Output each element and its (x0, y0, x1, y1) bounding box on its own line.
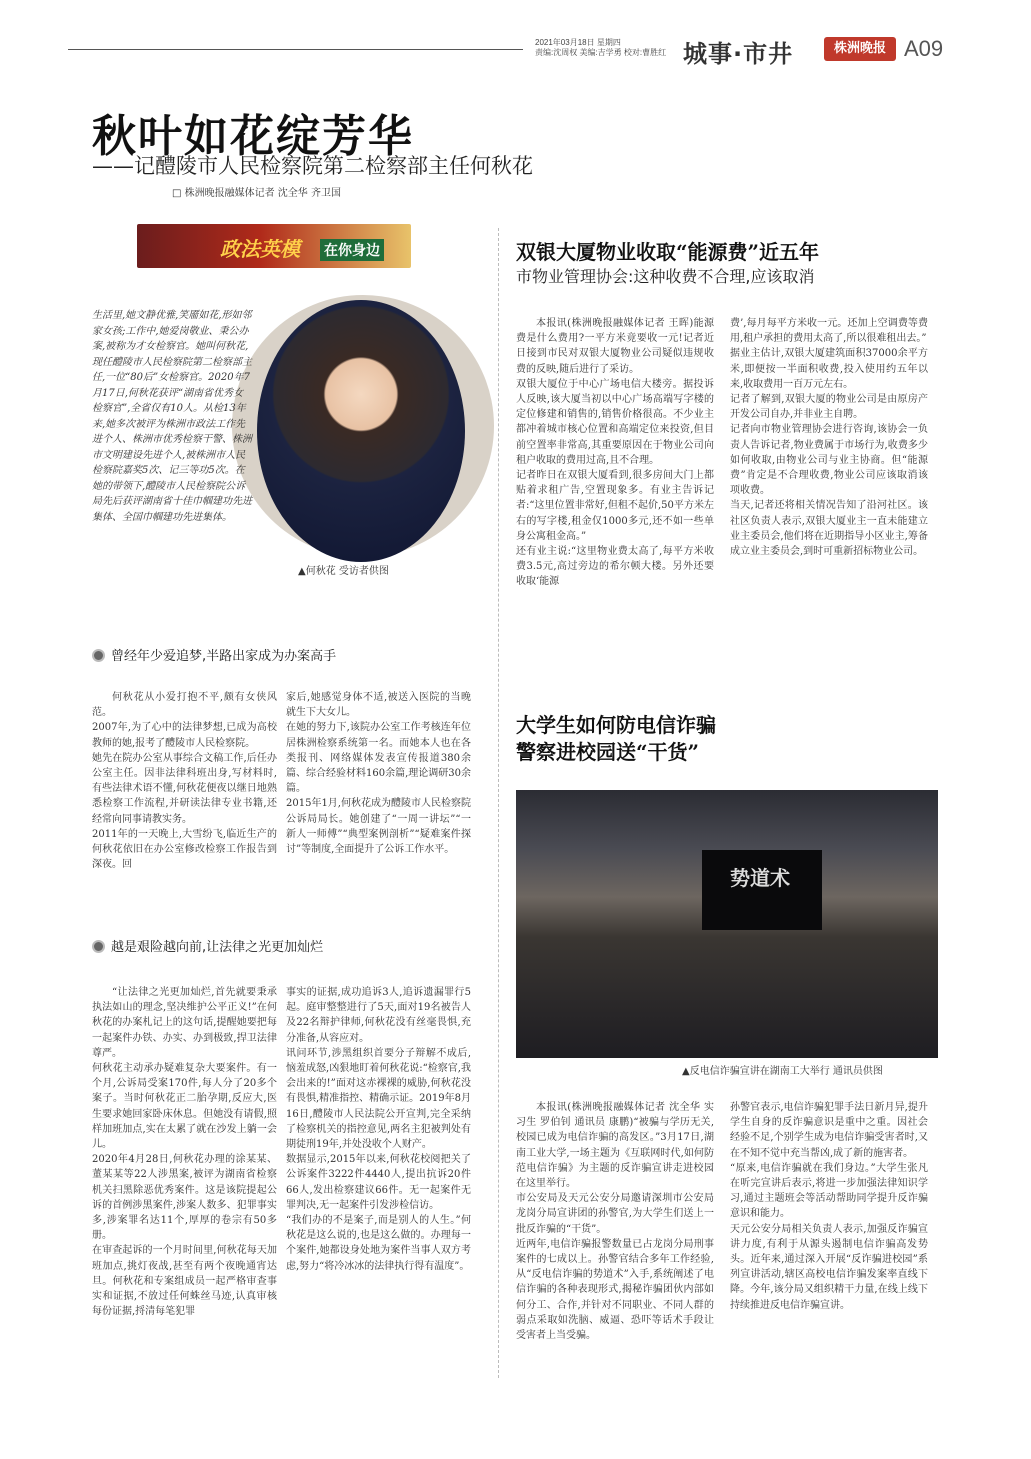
section2-heading (92, 936, 323, 955)
lecture-photo (516, 790, 938, 1058)
section1-right-text: 家后,她感觉身体不适,被送入医院的当晚就生下大女儿。 在她的努力下,该院办公室工作考核连年位居株洲检察系统第一名。而她本人也在各类报刊、网络媒体发表宣传报道380余篇、综合经验材料160余篇,理论调研30余篇。 2015年1月,何秋花成为醴陵市人民检察院公诉局局长。她创建了“一周一讲坛”“一新人一师傅”“典型案例剖析”“疑难案件探讨”等制度,全面提升了公诉工作水平。 (286, 692, 471, 856)
header-rule (68, 49, 523, 50)
article2-left-text: 本报讯(株洲晚报融媒体记者 王晖)能源费是什么费用?一平方米竟要收一元!记者近日接到市民对双银大厦物业公司疑似违规收费的反映,随后进行了采访。 双银大厦位于中心广场电信大楼旁。据投诉人反映,该大厦当初以中心广场高端写字楼的定位修建和销售的,销售价格很高。不少业主都冲着城市核心位置和高端定位来投资,但目前空置率非常高,其重要原因在于物业公司向租户收取的费用过高,且不合理。 记者昨日在双银大厦看到,很多房间大门上都贴着求租广告,空置现象多。有业主告诉记者:“这里位置非常好,但租不起价,50平方米左右的写字楼,租金仅1000多元,还不如一些单身公寓租金高。” 还有业主说:“这里物业费太高了,每平方米收费3.5元,高过旁边的希尔顿大楼。另外还要收取‘能源 (516, 318, 714, 588)
article2-subtitle: 市物业管理协会:这种收费不合理,应该取消 (516, 267, 815, 286)
screen-text: 势道术 (730, 866, 790, 890)
section1-left-text: 何秋花从小爱打抱不平,颇有女侠风范。 2007年,为了心中的法律梦想,已成为高校教师的她,报考了醴陵市人民检察院。 她先在院办公室从事综合文稿工作,后任办公室主任。因非法律科班出身,写材料时,有些法律术语不懂,何秋花便夜以继日地熟悉检察工作流程,并研读法律专业书籍,还经常向同事请教实务。 2011年的一天晚上,大雪纷飞,临近生产的何秋花依旧在办公室修改检察工作报告到深夜。回 (92, 692, 277, 871)
article3-left-text: 本报讯(株洲晚报融媒体记者 沈全华 实习生 罗伯钊 通讯员 康鹏)“被骗与学历无关,校园已成为电信诈骗的高发区。”3月17日,湖南工业大学,一场主题为《互联网时代,如何防范电信诈骗》为主题的反诈骗宣讲走进校园在这里举行。 市公安局及天元公安分局邀请深圳市公安局龙岗分局宣讲团的孙警官,为大学生们送上一批反诈骗的“干货”。 近两年,电信诈骗报警数量已占龙岗分局刑事案件的七成以上。孙警官结合多年工作经验,从“反电信诈骗的势道术”入手,系统阐述了电信诈骗的各种表现形式,揭秘诈骗团伙内部如何分工、合作,并针对不同职业、不同人群的弱点采取如洗脑、威逼、恐吓等话术手段让受害者上当受骗。 (516, 1102, 714, 1342)
bullet-icon (92, 649, 105, 662)
lecture-photo-caption: ▲反电信诈骗宣讲在湖南工大举行 通讯员供图 (682, 1066, 883, 1077)
section2-left-column (92, 985, 277, 1319)
issue-date: 2021年03月18日 星期四 (535, 38, 621, 47)
portrait-photo (257, 300, 465, 562)
section1-left-column (92, 690, 277, 872)
section2-right-column (286, 985, 471, 1274)
editors: 责编:沈周权 美编:吉学勇 校对:曹胜红 (535, 48, 667, 57)
article1-subtitle: ——记醴陵市人民检察院第二检察部主任何秋花 (92, 154, 533, 178)
article3-left-column (516, 1100, 714, 1343)
article2-right-text: 费’,每月每平方米收一元。还加上空调费等费用,租户承担的费用太高了,所以很难租出去。” 据业主估计,双银大厦建筑面积37000余平方米,即便按一半面积收费,投入使用约五年以来,收取费用一百万元左右。 记者了解到,双银大厦的物业公司是由原房产开发公司自办,并非业主自聘。 记者向市物业管理协会进行咨询,该协会一负责人告诉记者,物业费属于市场行为,收费多少如何收取,由物业公司与业主协商。但“能源费”肯定是不合理收费,物业公司应该取消该项收费。 当天,记者还将相关情况告知了沿河社区。该社区负责人表示,双银大厦业主一直未能建立业主委员会,他们将在近期指导小区业主,筹备成立业主委员会,到时可重新招标物业公司。 (730, 318, 928, 558)
section1-right-column (286, 690, 471, 857)
bullet-icon (92, 940, 105, 953)
section2-left-text: “让法律之光更加灿烂,首先就要秉承执法如山的理念,坚决维护公平正义!”在何秋花的办案札记上的这句话,提醒她要把每一起案件办铁、办实、办到极致,捍卫法律尊严。 何秋花主动承办疑难复杂大要案件。有一个月,公诉局受案170件,每人分了20多个案子。当时何秋花正二胎孕期,反应大,医生要求她回家卧床休息。但她没有请假,照样加班加点,实在太累了就在沙发上躺一会儿。 2020年4月28日,何秋花办理的涂某某、董某某等22人涉黑案,被评为湖南省检察机关扫黑除恶优秀案件。这是该院提起公诉的首例涉黑案件,涉案人数多、犯罪事实多,涉案罪名达11个,厚厚的卷宗有50多册。 在审查起诉的一个月时间里,何秋花每天加班加点,挑灯夜战,甚至有两个夜晚通宵达旦。何秋花和专案组成员一起严格审查事实和证据,不放过任何蛛丝马迹,认真审核每份证据,捋清每笔犯罪 (92, 987, 277, 1318)
banner-text: 政法英模 (220, 237, 300, 261)
section2-right-text: 事实的证据,成功追诉3人,追诉遗漏罪行5起。庭审整整进行了5天,面对19名被告人及22名辩护律师,何秋花没有丝毫畏惧,充分准备,从容应对。 讯问环节,涉黑组织首要分子辩解不成后,恼羞成怒,凶狠地盯着何秋花说:“检察官,我会出来的!”面对这赤裸裸的威胁,何秋花没有畏惧,精准指控、精确示证。2019年8月16日,醴陵市人民法院公开宣判,完全采纳了检察机关的指控意见,两名主犯被判处有期徒刑19年,并处没收个人财产。 数据显示,2015年以来,何秋花校阅把关了公诉案件3222件4440人,提出抗诉20件66人,发出检察建议66件。无一起案件无罪判决,无一起案件引发涉检信访。 “我们办的不是案子,而是别人的人生。”何秋花是这么说的,也是这么做的。办理每一个案件,她都设身处地为案件当事人双方考虑,努力“将冷冰冰的法律执行得有温度”。 (286, 987, 471, 1272)
column-divider (498, 228, 499, 1378)
section-name: 城事·市井 (683, 40, 794, 68)
article2-right-column (730, 316, 928, 559)
page-number: A09 (904, 36, 944, 61)
article1-intro: 生活里,她文静优雅,笑靥如花,形如邻家女孩;工作中,她爱岗敬业、秉公办案,被称为才女检察官。她叫何秋花,现任醴陵市人民检察院第二检察部主任,一位“80后”女检察官。2020年7月17日,何秋花获评“湖南省优秀女检察官”,全省仅有10人。从检13年来,她多次被评为株洲市政法工作先进个人、株洲市优秀检察干警、株洲市文明建设先进个人,被株洲市人民检察院嘉奖5次、记三等功5次。在她的带领下,醴陵市人民检察院公诉局先后获评湖南省十佳巾帼建功先进集体、全国巾帼建功先进集体。 (92, 310, 252, 523)
article3-right-text: 孙警官表示,电信诈骗犯罪手法日新月异,提升学生自身的反诈骗意识是重中之重。因社会经验不足,个别学生成为电信诈骗受害者时,又在不知不觉中充当帮凶,成了新的施害者。 “原来,电信诈骗就在我们身边。”大学生张凡在听完宣讲后表示,将进一步加强法律知识学习,通过主题班会等活动帮助同学提升反诈骗意识和能力。 天元公安分局相关负责人表示,加强反诈骗宣讲力度,有利于从源头遏制电信诈骗高发势头。近年来,通过深入开展“反诈骗进校园”系列宣讲活动,辖区高校电信诈骗发案率直线下降。今年,该分局又组织精干力量,在线上线下持续推进反电信诈骗宣讲。 (730, 1102, 928, 1311)
article2-left-column (516, 316, 714, 590)
section1-heading-text: 曾经年少爱追梦,半路出家成为办案高手 (111, 649, 337, 664)
article3-right-column (730, 1100, 928, 1313)
article2-title: 双银大厦物业收取“能源费”近五年 (516, 240, 820, 264)
section1-heading (92, 645, 336, 664)
article3-title (516, 712, 716, 766)
newspaper-logo: 株洲晚报 (824, 37, 896, 61)
article1-title: 秋叶如花绽芳华 (92, 111, 414, 162)
portrait-caption: ▲何秋花 受访者供图 (298, 566, 389, 577)
article3-title-line1: 大学生如何防电信诈骗 (516, 713, 716, 737)
article1-byline: □ 株洲晚报融媒体记者 沈全华 齐卫国 (172, 188, 341, 199)
section2-heading-text: 越是艰险越向前,让法律之光更加灿烂 (111, 940, 324, 955)
article3-title-line2: 警察进校园送“干货” (516, 740, 700, 764)
header-meta (535, 38, 666, 58)
banner-subtext: 在你身边 (320, 239, 384, 261)
